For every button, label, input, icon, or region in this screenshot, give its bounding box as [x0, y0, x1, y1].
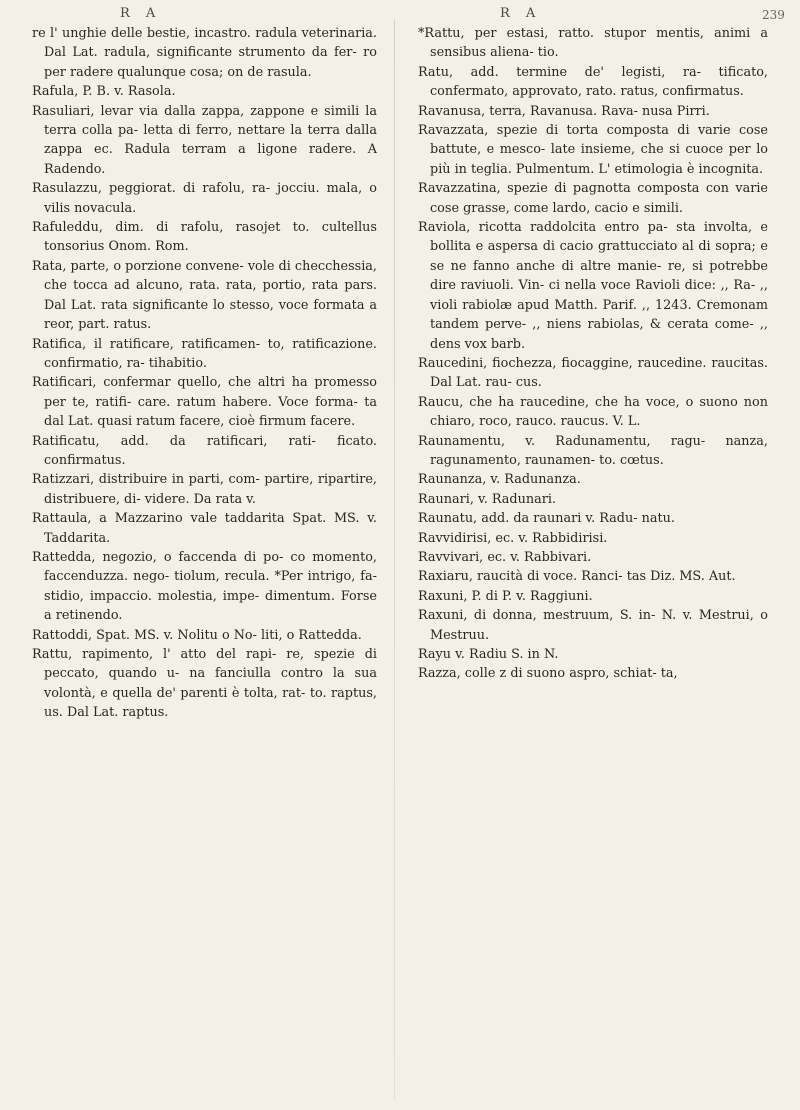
left-entry: Ratizzari, distribuire in parti, com- partire, ripartire, distribuere, di- videre. Da rata v.	[32, 472, 377, 507]
running-head-right: R A	[500, 6, 542, 21]
left-entry: Rattaula, a Mazzarino vale taddarita Spat. MS. v. Taddarita.	[32, 511, 377, 546]
right-entry: Rayu v. Radiu S. in N.	[418, 647, 559, 662]
left-entry: Ratificari, confermar quello, che altri ha promesso per te, ratifi- care. ratum habere. Voce forma- ta dal Lat. quasi ratum facere, cioè firmum facere.	[32, 375, 377, 430]
right-entry: Ravazzatina, spezie di pagnotta composta con varie cose grasse, come lardo, cacio e simili.	[418, 181, 768, 216]
right-entry: Raunanza, v. Radunanza.	[418, 472, 581, 488]
page-number: 239	[762, 8, 785, 22]
right-entry: Ravanusa, terra, Ravanusa. Rava- nusa Pirri.	[418, 103, 710, 119]
right-entry: Razza, colle z di suono aspro, schiat- ta,	[418, 666, 678, 682]
right-entry: Raviola, ricotta raddolcita entro pa- sta involta, e bollita e aspersa di cacio grattucciato al di sopra; e se ne fanno anche di altre manie- re, si potrebbe dire raviuoli. Vin- ci nella voce Ravioli dice: ,, Ra- ,, violi rabiolæ apud Matth. Parif. ,, 1243. Cremonam tandem perve- ,, niens rabiolas, & cerata come- ,, dens vox barb.	[418, 220, 768, 352]
left-entry: Rattu, rapimento, l' atto del rapi- re, spezie di peccato, quando u- na fanciulla contro la sua volontà, e quella de' parenti è tolta, rat- to. raptus, us. Dal Lat. raptus.	[32, 647, 377, 721]
right-entry: *Rattu, per estasi, ratto. stupor mentis, animi a sensibus aliena- tio.	[418, 26, 768, 61]
left-entry: Rasulazzu, peggiorat. di rafolu, ra- jocciu. mala, o vilis novacula.	[32, 181, 377, 216]
left-entry: re l' unghie delle bestie, incastro. radula veterinaria. Dal Lat. radula, significante strumento da fer- ro per radere qualunque cosa; on de rasula.	[32, 26, 377, 80]
right-entry: Ravazzata, spezie di torta composta di varie cose battute, e mesco- late insieme, che si cuoce per lo più in teglia. Pulmentum. L' etimologia è incognita.	[418, 123, 768, 177]
running-head-left: R A	[120, 6, 162, 21]
left-column	[32, 24, 377, 723]
right-entry: Raunamentu, v. Radunamentu, ragu- nanza, ragunamento, raunamen- to. cœtus.	[418, 433, 768, 468]
left-entry: Rafuleddu, dim. di rafolu, rasojet to. cultellus tonsorius Onom. Rom.	[32, 220, 377, 255]
right-entry: Ratu, add. termine de' legisti, ra- tificato, confermato, approvato, rato. ratus, confirmatus.	[418, 64, 768, 100]
right-entry: Raunari, v. Radunari.	[418, 491, 557, 507]
right-column	[418, 24, 768, 684]
right-entry: Ravvidirisi, ec. v. Rabbidirisi.	[418, 530, 608, 546]
left-entry: Rata, parte, o porzione convene- vole di checchessia, che tocca ad alcuno, rata. rata, portio, rata pars. Dal Lat. rata significante lo stesso, voce formata a reor, part. ratus.	[32, 258, 377, 333]
right-entry: Raucu, che ha raucedine, che ha voce, o suono non chiaro, roco, rauco. raucus. V. L.	[418, 394, 768, 430]
right-entry: Ravvivari, ec. v. Rabbivari.	[418, 549, 592, 565]
left-entry: Rattedda, negozio, o faccenda di po- co momento, faccenduzza. nego- tiolum, recula. *Per intrigo, fa- stidio, impaccio. molestia, impe- dimentum. Forse a retinendo.	[32, 549, 377, 624]
left-entry: Rafula, P. B. v. Rasola.	[32, 84, 176, 100]
left-entry: Rattoddi, Spat. MS. v. Nolitu o No- liti, o Rattedda.	[32, 627, 362, 643]
right-entry: Raunatu, add. da raunari v. Radu- natu.	[418, 511, 675, 527]
column-divider	[394, 20, 395, 1100]
right-entry: Raxiaru, raucità di voce. Ranci- tas Diz. MS. Aut.	[418, 569, 736, 585]
right-entry: Raxuni, di donna, mestruum, S. in- N. v. Mestrui, o Mestruu.	[418, 608, 768, 643]
left-entry: Ratificatu, add. da ratificari, rati- ficato. confirmatus.	[32, 433, 377, 468]
right-entry: Raxuni, P. di P. v. Raggiuni.	[418, 588, 593, 604]
left-entry: Ratifica, il ratificare, ratificamen- to, ratificazione. confirmatio, ra- tihabitio.	[32, 336, 377, 371]
left-entry: Rasuliari, levar via dalla zappa, zappone e simili la terra colla pa- letta di ferro, nettare la terra dalla zappa ec. Radula terram a ligone radere. A Radendo.	[32, 103, 377, 177]
right-entry: Raucedini, fiochezza, fiocaggine, raucedine. raucitas. Dal Lat. rau- cus.	[418, 355, 768, 391]
